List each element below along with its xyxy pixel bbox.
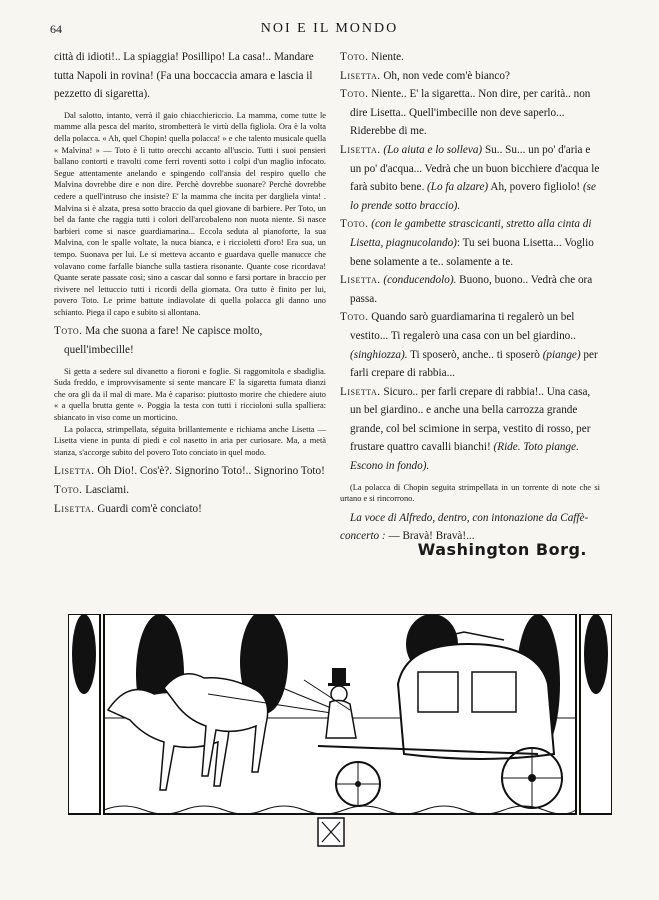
top-hat (332, 668, 346, 684)
dialogue-r5 (340, 215, 600, 271)
left-column (54, 48, 326, 518)
stage-direction: (piange) (542, 348, 581, 361)
speech-text: Niente. (371, 51, 404, 63)
stage-direction: (Lo fa alzare) (427, 181, 489, 194)
carriage-illustration (68, 614, 612, 850)
stage-direction: (singhiozza). (350, 348, 408, 361)
speech-text: Ah, povero figliolo! (490, 181, 581, 194)
dialogue-r2 (340, 67, 600, 86)
dialogue-r8 (340, 383, 600, 476)
speech-text: Su.. Su... un po' d'aria e un po' d'acqua... Vedrà che un buon bicchiere d'acqua le farà subito bene. (350, 143, 600, 194)
speaker-name: Toto. (340, 88, 369, 101)
carriage-window (472, 672, 516, 712)
speech-text: Guardi com'è conciato! (97, 502, 202, 515)
speaker-name: Toto. (340, 218, 369, 231)
tree (584, 614, 608, 694)
speaker-name: Lisetta. (340, 385, 381, 398)
speech-text: : Tu sei buona Lisetta... Voglio bene solamente a te.. solamente a te. (350, 236, 594, 268)
running-head: NOI E IL MONDO (260, 21, 399, 36)
speech-text: Niente.. E' la sigaretta.. Non dire, per carità.. non dire Lisetta.. Quell'imbecille non deve saperlo... Riderebbe di me. (350, 88, 591, 138)
speech-text: Lasciami. (85, 484, 130, 496)
speech-text: Ma che suona a fare! Ne capisce molto, quell'imbecille! (64, 325, 263, 357)
speech-text: per farli crepare di rabbia... (350, 348, 598, 380)
speech-text: Sicuro.. per farli crepare di rabbia!.. Una casa, un bel giardino.. e anche una bella carrozza grande grande, col bel scimione in serpa, vestito di rosso, per frustare quattro cavalli bianchi! (350, 385, 591, 454)
stage-direction-2: Si getta a sedere sul divanetto a fioroni e foglie. Si raggomitola e sbadiglia. Suda freddo, e improvvisamente si sente mancare E' la sigaretta fumata dianzi che ora gli da il mal di mare. Ma è capariso: piuttosto morire che chiedere aiuto « a quella brutta gente ». Poggia la testa con tutti i riccioloni sulla spalliera: sbiancato in viso come un morticino. (54, 366, 326, 423)
stage-direction: (se lo prende sotto braccio). (350, 181, 596, 212)
left-paragraph-1: città di idioti!.. La spiaggia! Posillipo! La casa!.. Mandare tutta Napoli in rovina! (Fa una boccaccia amara e lascia il pezzetto di sigaretta). (54, 51, 314, 101)
stage-direction: (conducendolo). (383, 274, 457, 287)
stage-direction: La voce di Alfredo, dentro, con intonazione da Caffè-concerto : (340, 511, 589, 543)
speech-text: Quando sarò guardiamarina ti regalerò un bel vestito... Ti regalerò una casa con un bel giardino.. (350, 311, 576, 342)
stage-direction-3: La polacca, strimpellata, séguita brillantemente e richiama anche Lisetta — Lisetta viene in punta di piedi e col nasetto in aria per curiosare. Ma, a metà stanza, s'accorge subito del povero Toto conciato in quel modo. (54, 424, 326, 457)
dialogue-r4 (340, 141, 600, 215)
right-column (340, 48, 600, 546)
speaker-name: Toto. (54, 484, 83, 496)
speech-text: Oh Dio!. Cos'è?. Signorino Toto!.. Signorino Toto! (97, 465, 325, 478)
carriage-window (418, 672, 458, 712)
stage-direction: (con le gambette strascicanti, stretto alla cinta di Lisetta, piagnucolando) (350, 218, 592, 249)
speaker-name: Lisetta. (340, 143, 381, 156)
dialogue-toto-1 (54, 322, 326, 359)
page-number: 64 (50, 22, 62, 36)
speaker-name: Lisetta. (54, 502, 95, 515)
speaker-name: Toto. (340, 311, 369, 324)
dialogue-r1 (340, 48, 600, 67)
tree (72, 614, 96, 694)
speaker-name: Lisetta. (54, 465, 95, 478)
carriage-drawing (68, 614, 612, 850)
speaker-name: Toto. (340, 51, 369, 63)
speaker-name: Lisetta. (340, 274, 381, 287)
dialogue-r6 (340, 271, 600, 308)
dialogue-r7 (340, 308, 600, 382)
dialogue-toto-2 (54, 481, 326, 500)
stage-direction-end: (La polacca di Chopin seguita strimpellata in un torrente di note che si urtano e si rincorrono. (340, 482, 600, 504)
stage-direction: (Ride. Toto piange. Escono in fondo). (350, 441, 579, 473)
speech-text: Ti sposerò, anche.. ti sposerò (410, 348, 540, 361)
author-signature: Washington Borg. (417, 540, 587, 559)
dialogue-lisetta-1 (54, 462, 326, 481)
stage-direction-1: Dal salotto, intanto, verrà il gaio chiacchiericcio. La mamma, come tutte le mamme alla pesca del marito, strombetterà le virtù della figliola. Ora è la volta della polacca. « Ah, quel Chopin! quella polacca! » e che talento musicale quella « Malvina! » — Toto è lì tutto orecchi accanto all'uscio. Tutti i suoi pensieri ballano contorti e travolti come ferri roventi sotto i colpi d'un maglio infocato. Segue attentamente anelando e spingendo coll'ansia del respiro quello che Malvina dovrebbe dire e non dire. Perchè dovrebbe suonare? Perchè dovrebbe cedere a quell'intruso che insiste? E' la mamma che incita per dargliela vinta! . Malvina si è alzata, presa sotto braccio da quel giovane di barbiere. Per Toto, un bel da fante che raggia tutti i colori dell'arcobaleno non nuota niente. Si nasce barbieri come si nasce guardiamarina... Eccola seduta al pianoforte, la sua Malvina, con le spalle voltate, la nuca bianca, e i riccioletti d'oro! Era sua, un tempo. Suonava per lui. Le si metteva accanto e guardava quelle manucce che volavano come farfalle bianche sulla tastiera risonante. Quante cose ricordava! Quante serate passate così; sino a cascar dal sonno e farsi portare in braccio per rivivere nel lettuccio tutti i ricordi della giornata. Ora tutto è finito per lui, povero Toto. Le prime battute indiavolate di quella polacca gli danno uno schianto. Piega il capo e subito si allontana. (54, 110, 326, 317)
dialogue-r3 (340, 85, 600, 141)
speech-text: Oh, non vede com'è bianco? (383, 69, 510, 82)
dialogue-lisetta-2 (54, 500, 326, 519)
stage-direction: (Lo aiuta e lo solleva) (383, 143, 483, 156)
speech-text: — Bravà! Bravà!... (388, 530, 475, 543)
speech-text: Buono, buono.. Vedrà che ora passa. (350, 274, 593, 305)
speaker-name: Lisetta. (340, 69, 381, 82)
speaker-name: Toto. (54, 325, 83, 338)
